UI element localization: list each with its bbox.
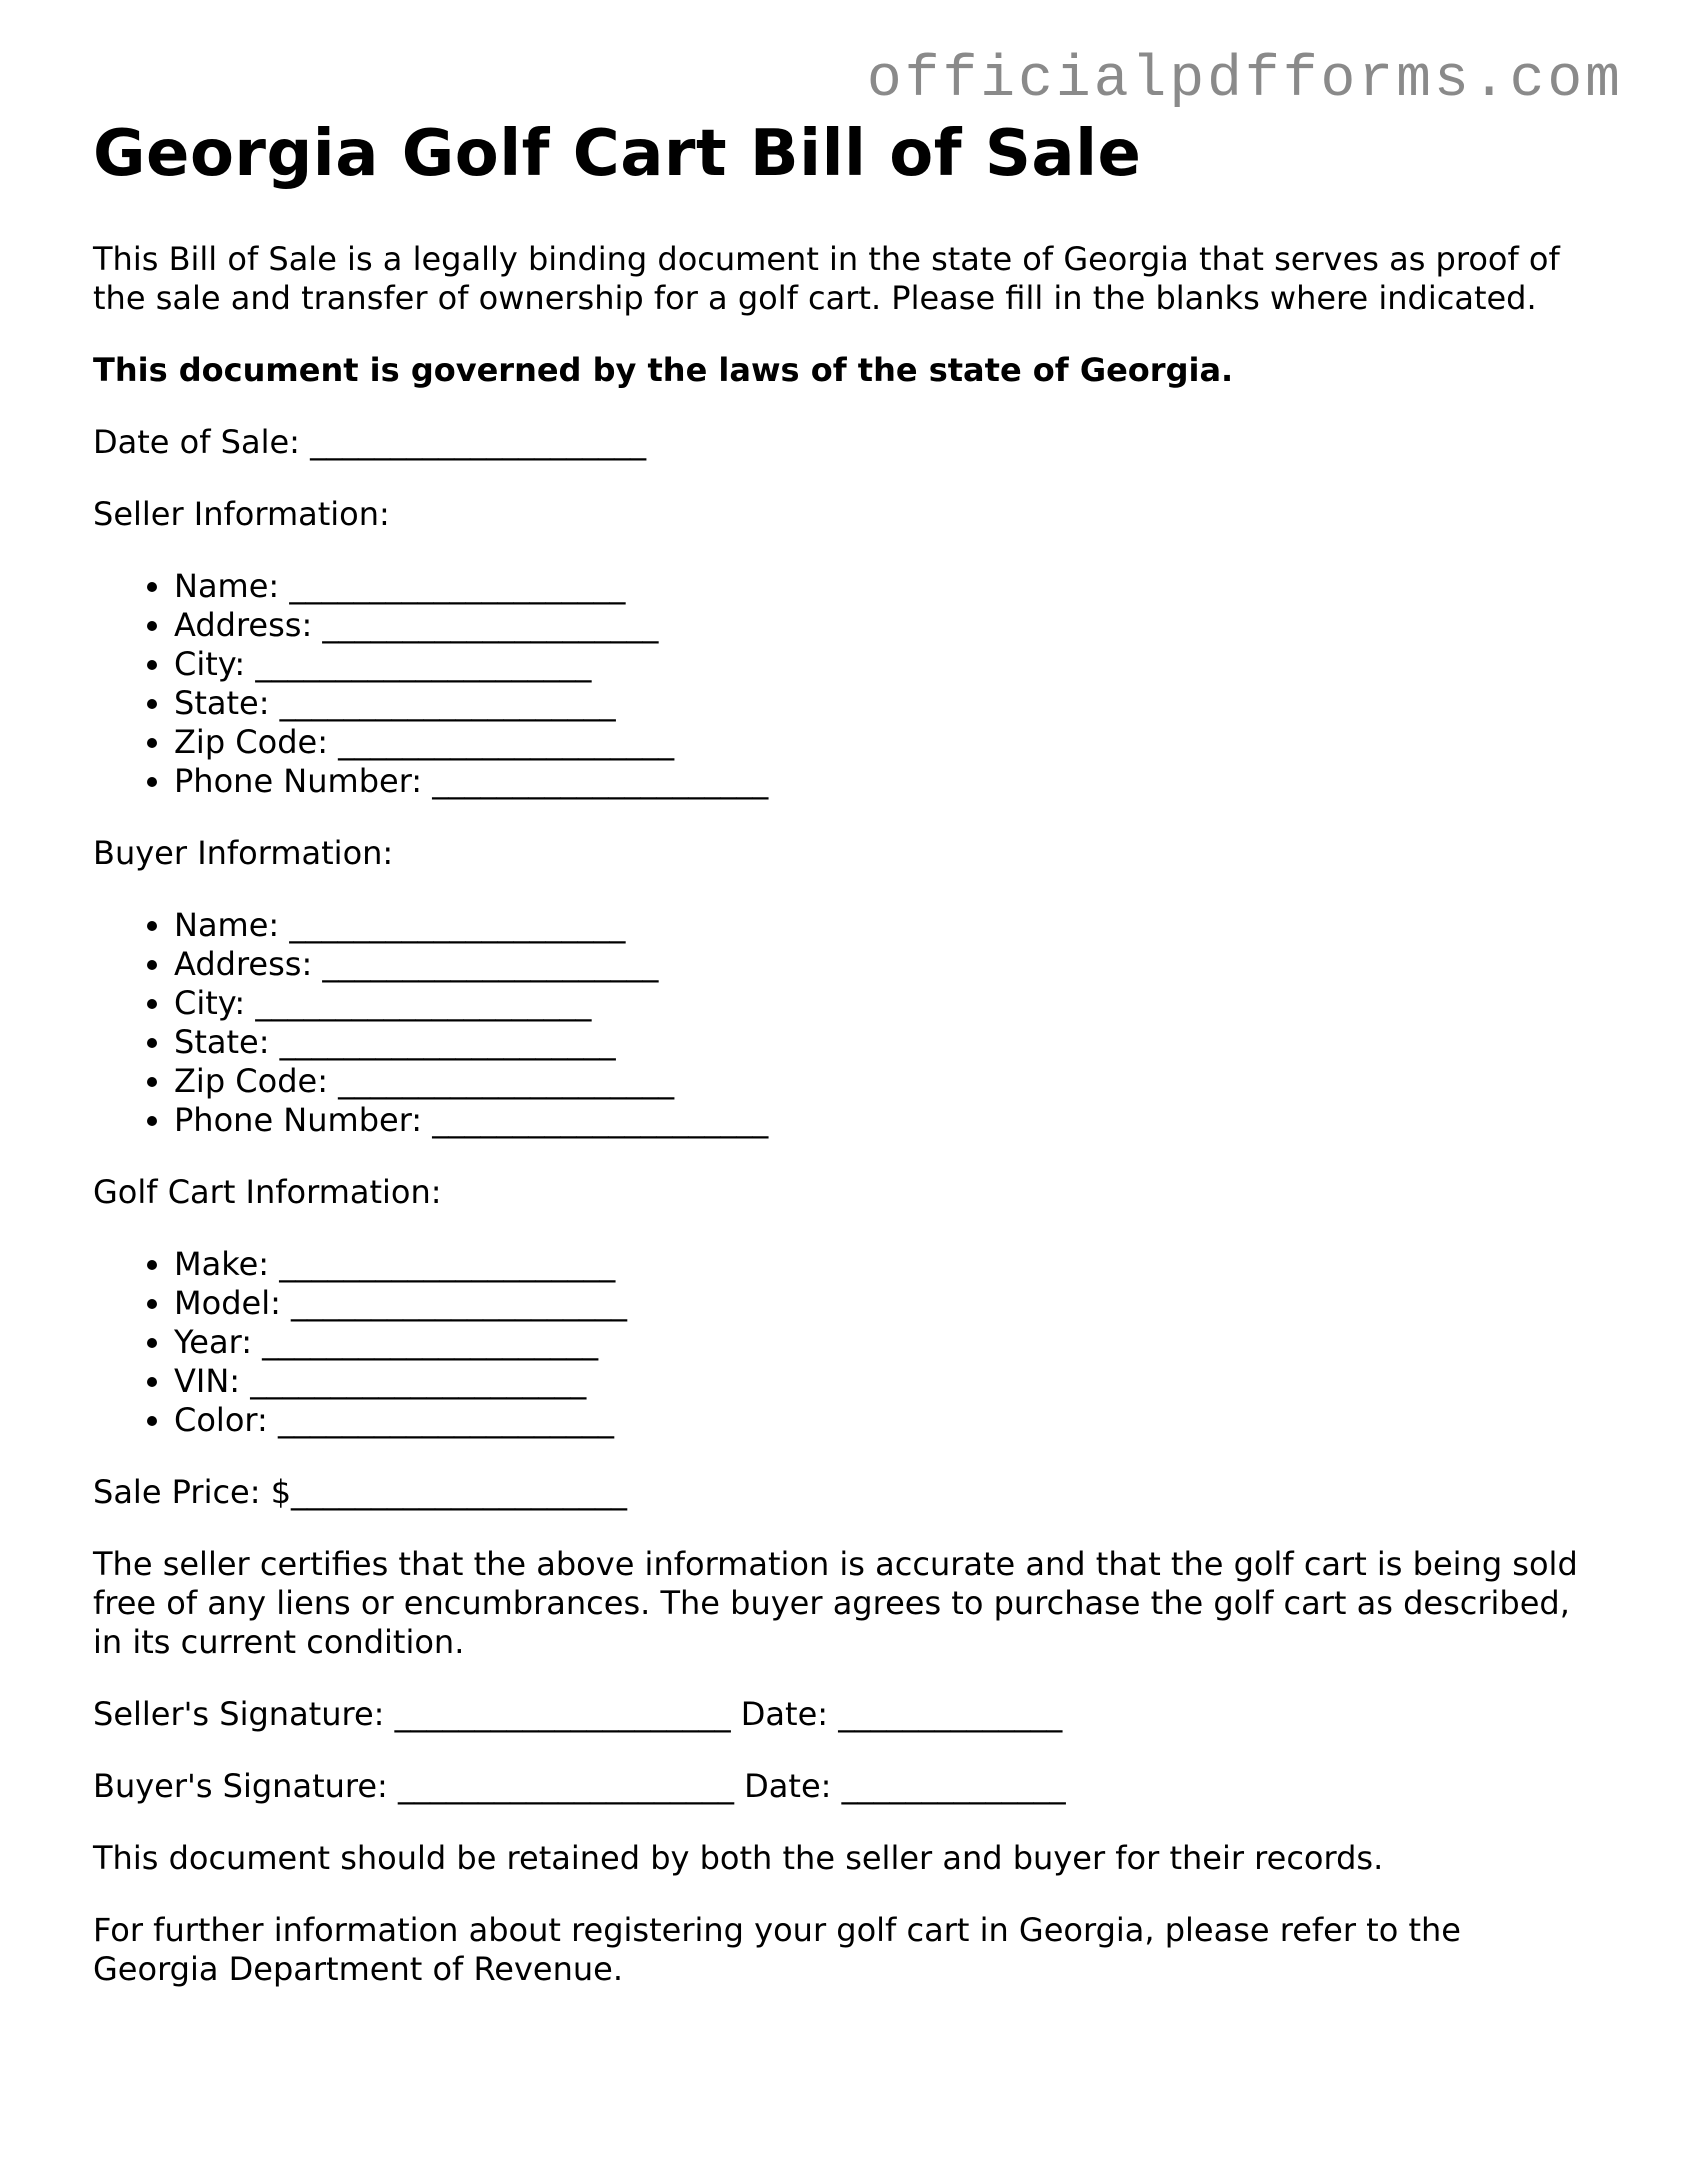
cart-model-field[interactable]: • Model: _____________________ xyxy=(174,1284,1593,1323)
buyer-zip-field[interactable]: • Zip Code: _____________________ xyxy=(174,1062,1593,1101)
seller-address-field[interactable]: • Address: _____________________ xyxy=(174,606,1593,645)
further-info-paragraph: For further information about registering your golf cart in Georgia, please refer to the Georgia Department of Revenue. xyxy=(93,1910,1461,1988)
buyer-state-field[interactable]: • State: _____________________ xyxy=(174,1023,1593,1062)
intro-paragraph: This Bill of Sale is a legally binding document in the state of Georgia that serves as proof of the sale and transfer of ownership for a golf cart. Please fill in the blanks where indicated. xyxy=(93,239,1560,317)
document-page xyxy=(93,118,1593,2022)
seller-phone-field[interactable]: • Phone Number: _____________________ xyxy=(174,762,1593,801)
sale-price-field[interactable]: Sale Price: $_____________________ xyxy=(93,1472,628,1511)
retention-note: This document should be retained by both the seller and buyer for their records. xyxy=(93,1838,1384,1877)
seller-info-heading: Seller Information: xyxy=(93,494,390,533)
buyer-info-list xyxy=(93,906,1593,1140)
seller-zip-field[interactable]: • Zip Code: _____________________ xyxy=(174,723,1593,762)
seller-state-field[interactable]: • State: _____________________ xyxy=(174,684,1593,723)
cart-year-field[interactable]: • Year: _____________________ xyxy=(174,1323,1593,1362)
certification-paragraph: The seller certifies that the above information is accurate and that the golf cart is being sold free of any liens or encumbrances. The buyer agrees to purchase the golf cart as described, in its current condition. xyxy=(93,1544,1578,1661)
buyer-address-field[interactable]: • Address: _____________________ xyxy=(174,945,1593,984)
seller-name-field[interactable]: • Name: _____________________ xyxy=(174,567,1593,606)
buyer-phone-field[interactable]: • Phone Number: _____________________ xyxy=(174,1101,1593,1140)
seller-info-list xyxy=(93,567,1593,801)
buyer-info-heading: Buyer Information: xyxy=(93,833,394,872)
buyer-name-field[interactable]: • Name: _____________________ xyxy=(174,906,1593,945)
watermark-text: officialpdfforms.com xyxy=(866,48,1623,113)
page-title: Georgia Golf Cart Bill of Sale xyxy=(93,117,1142,191)
buyer-signature-line[interactable]: Buyer's Signature: _____________________ Date: ______________ xyxy=(93,1766,1066,1805)
cart-info-heading: Golf Cart Information: xyxy=(93,1172,442,1211)
governing-law-statement: This document is governed by the laws of the state of Georgia. xyxy=(93,350,1234,389)
cart-color-field[interactable]: • Color: _____________________ xyxy=(174,1401,1593,1440)
seller-city-field[interactable]: • City: _____________________ xyxy=(174,645,1593,684)
cart-vin-field[interactable]: • VIN: _____________________ xyxy=(174,1362,1593,1401)
buyer-city-field[interactable]: • City: _____________________ xyxy=(174,984,1593,1023)
seller-signature-line[interactable]: Seller's Signature: _____________________ Date: ______________ xyxy=(93,1694,1063,1733)
date-of-sale-field[interactable]: Date of Sale: _____________________ xyxy=(93,422,647,461)
cart-make-field[interactable]: • Make: _____________________ xyxy=(174,1245,1593,1284)
cart-info-list xyxy=(93,1245,1593,1440)
